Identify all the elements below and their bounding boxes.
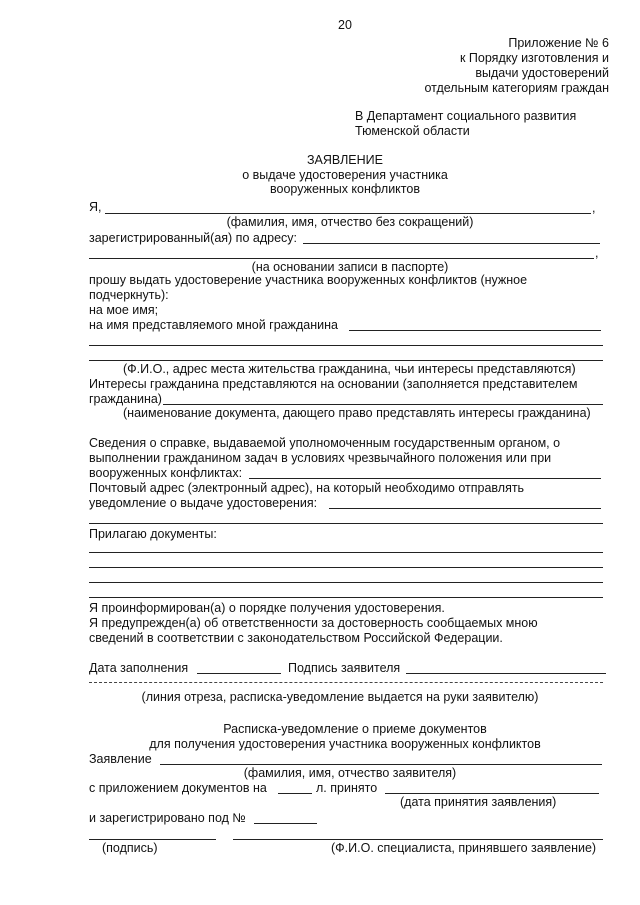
document-subtitle: вооруженных конфликтов — [270, 182, 420, 196]
document-title: ЗАЯВЛЕНИЕ — [306, 153, 383, 167]
document-subtitle: о выдаче удостоверения участника — [242, 168, 448, 182]
appendix-line: к Порядку изготовления и — [459, 51, 609, 65]
cut-hint: (линия отреза, расписка-уведомление выдается на руки заявителю) — [141, 690, 539, 704]
signature-label: Подпись заявителя — [288, 661, 401, 675]
attach-line[interactable] — [89, 552, 603, 553]
with-docs-text: с приложением документов на — [89, 781, 267, 795]
receipt-title: Расписка-уведомление о приеме документов — [223, 722, 487, 736]
warned-text: сведений в соответствии с законодательством Российской Федерации. — [89, 631, 503, 645]
option-self[interactable]: на мое имя; — [89, 303, 159, 317]
passport-hint: (на основании записи в паспорте) — [251, 260, 449, 274]
request-text: прошу выдать удостоверение участника вооруженных конфликтов (нужное — [89, 273, 528, 287]
statement-label: Заявление — [89, 752, 152, 766]
appendix-line: выдачи удостоверений — [475, 66, 609, 80]
postal-line-2[interactable] — [89, 523, 603, 524]
postal-text: уведомление о выдаче удостоверения: — [89, 496, 318, 510]
sign-line[interactable] — [89, 839, 216, 840]
postal-text: Почтовый адрес (электронный адрес), на который необходимо отправлять — [89, 481, 525, 495]
receipt-title: для получения удостоверения участника вооруженных конфликтов — [149, 737, 541, 751]
rep-line-3[interactable] — [89, 360, 603, 361]
signature-line[interactable] — [406, 673, 606, 674]
accept-date-line[interactable] — [385, 793, 599, 794]
comma: , — [592, 201, 596, 215]
applicant-hint: (фамилия, имя, отчество заявителя) — [243, 766, 457, 780]
applicant-line[interactable] — [160, 764, 602, 765]
addressee-line: В Департамент социального развития — [355, 109, 577, 123]
date-line[interactable] — [197, 673, 281, 674]
date-label: Дата заполнения — [89, 661, 189, 675]
attach-line[interactable] — [89, 567, 603, 568]
rep-hint: (Ф.И.О., адрес места жительства гражданина, чьи интересы представляются) — [123, 362, 576, 376]
basis-text: гражданина) — [89, 392, 162, 406]
appendix-line: Приложение № 6 — [508, 36, 609, 50]
rep-line[interactable] — [349, 330, 601, 331]
cert-text: вооруженных конфликтах: — [89, 466, 243, 480]
sign-hint: (подпись) — [102, 841, 158, 855]
appendix-line: отдельным категориям граждан — [424, 81, 609, 95]
accepted-text: л. принято — [316, 781, 378, 795]
appendix-block — [424, 36, 609, 96]
informed-text: Я проинформирован(а) о порядке получения удостоверения. — [89, 601, 445, 615]
attach-line[interactable] — [89, 582, 603, 583]
request-text: подчеркнуть): — [89, 288, 169, 302]
registered-under-text: и зарегистрировано под № — [89, 811, 246, 825]
reg-number-line[interactable] — [254, 823, 317, 824]
basis-hint: (наименование документа, дающего право представлять интересы гражданина) — [123, 406, 591, 420]
cert-line[interactable] — [249, 478, 601, 479]
warned-text: Я предупрежден(а) об ответственности за достоверность сообщаемых мною — [89, 616, 538, 630]
attach-label: Прилагаю документы: — [89, 527, 217, 541]
cut-line — [89, 682, 603, 683]
basis-line[interactable] — [163, 404, 603, 405]
address-line-2[interactable] — [89, 258, 594, 259]
attach-line[interactable] — [89, 597, 603, 598]
basis-text: Интересы гражданина представляются на основании (заполняется представителем — [89, 377, 578, 391]
specialist-hint: (Ф.И.О. специалиста, принявшего заявление) — [331, 841, 597, 855]
i-label: Я, — [89, 200, 102, 214]
pages-count-line[interactable] — [278, 793, 312, 794]
fio-line[interactable] — [105, 213, 591, 214]
page-number: 20 — [338, 18, 352, 32]
fio-hint: (фамилия, имя, отчество без сокращений) — [226, 215, 474, 229]
option-representative[interactable]: на имя представляемого мной гражданина — [89, 318, 338, 332]
rep-line-2[interactable] — [89, 345, 603, 346]
address-line[interactable] — [303, 243, 600, 244]
cert-text: Сведения о справке, выдаваемой уполномоченным государственным органом, о — [89, 436, 561, 450]
cert-text: выполнении гражданином задач в условиях чрезвычайного положения или при — [89, 451, 552, 465]
comma: , — [595, 246, 599, 260]
date-hint: (дата принятия заявления) — [400, 795, 557, 809]
specialist-line[interactable] — [233, 839, 603, 840]
addressee-line: Тюменской области — [355, 124, 470, 138]
postal-line[interactable] — [329, 508, 601, 509]
registered-label: зарегистрированный(ая) по адресу: — [89, 231, 298, 245]
